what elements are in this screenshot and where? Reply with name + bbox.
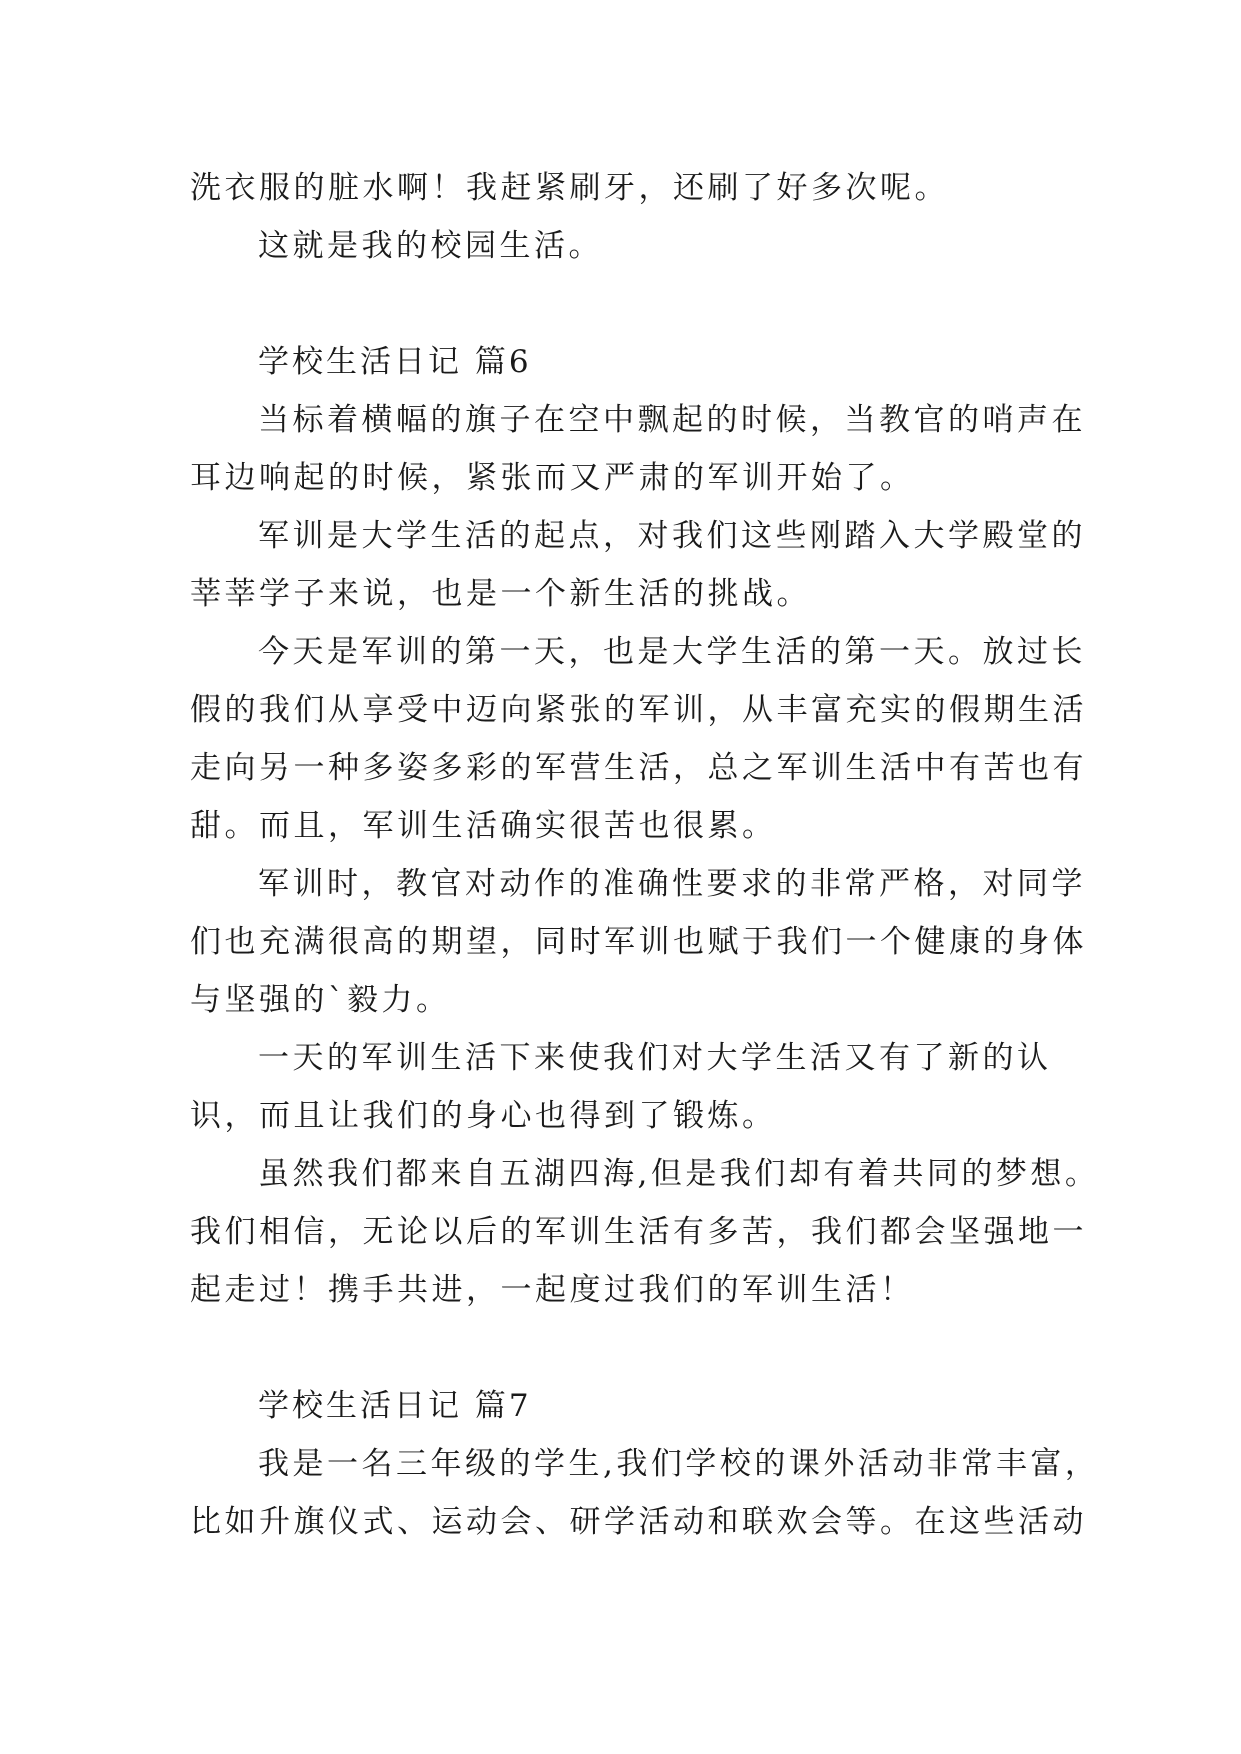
paragraph-line: 起走过！携手共进，一起度过我们的军训生活！ xyxy=(190,1272,915,1308)
paragraph-line: 军训时，教官对动作的准确性要求的非常严格，对同学 xyxy=(258,866,1086,902)
paragraph-line: 军训是大学生活的起点，对我们这些刚踏入大学殿堂的 xyxy=(258,518,1086,554)
section-heading: 学校生活日记 篇6 xyxy=(258,344,532,380)
paragraph-line: 耳边响起的时候，紧张而又严肃的军训开始了。 xyxy=(190,460,915,496)
paragraph-line: 甜。而且，军训生活确实很苦也很累。 xyxy=(190,808,777,844)
paragraph-line: 比如升旗仪式、运动会、研学活动和联欢会等。在这些活动 xyxy=(190,1504,1087,1540)
paragraph-line: 洗衣服的脏水啊！我赶紧刷牙，还刷了好多次呢。 xyxy=(190,170,949,206)
paragraph-line: 我是一名三年级的学生,我们学校的课外活动非常丰富， xyxy=(258,1446,1100,1482)
paragraph-line: 我们相信，无论以后的军训生活有多苦，我们都会坚强地一 xyxy=(190,1214,1087,1250)
paragraph-line: 莘莘学子来说，也是一个新生活的挑战。 xyxy=(190,576,811,612)
paragraph-line: 今天是军训的第一天，也是大学生活的第一天。放过长 xyxy=(258,634,1086,670)
paragraph-line: 识，而且让我们的身心也得到了锻炼。 xyxy=(190,1098,777,1134)
paragraph-line: 们也充满很高的期望，同时军训也赋于我们一个健康的身体 xyxy=(190,924,1087,960)
paragraph-line: 走向另一种多姿多彩的军营生活，总之军训生活中有苦也有 xyxy=(190,750,1087,786)
paragraph-line: 虽然我们都来自五湖四海,但是我们却有着共同的梦想。 xyxy=(258,1156,1100,1192)
section-heading: 学校生活日记 篇7 xyxy=(258,1388,532,1424)
paragraph-line: 当标着横幅的旗子在空中飘起的时候，当教官的哨声在 xyxy=(258,402,1086,438)
paragraph-line: 这就是我的校园生活。 xyxy=(258,228,603,264)
paragraph-line: 假的我们从享受中迈向紧张的军训，从丰富充实的假期生活 xyxy=(190,692,1087,728)
paragraph-line: 与坚强的`毅力。 xyxy=(190,982,451,1018)
paragraph-line: 一天的军训生活下来使我们对大学生活又有了新的认 xyxy=(258,1040,1052,1076)
